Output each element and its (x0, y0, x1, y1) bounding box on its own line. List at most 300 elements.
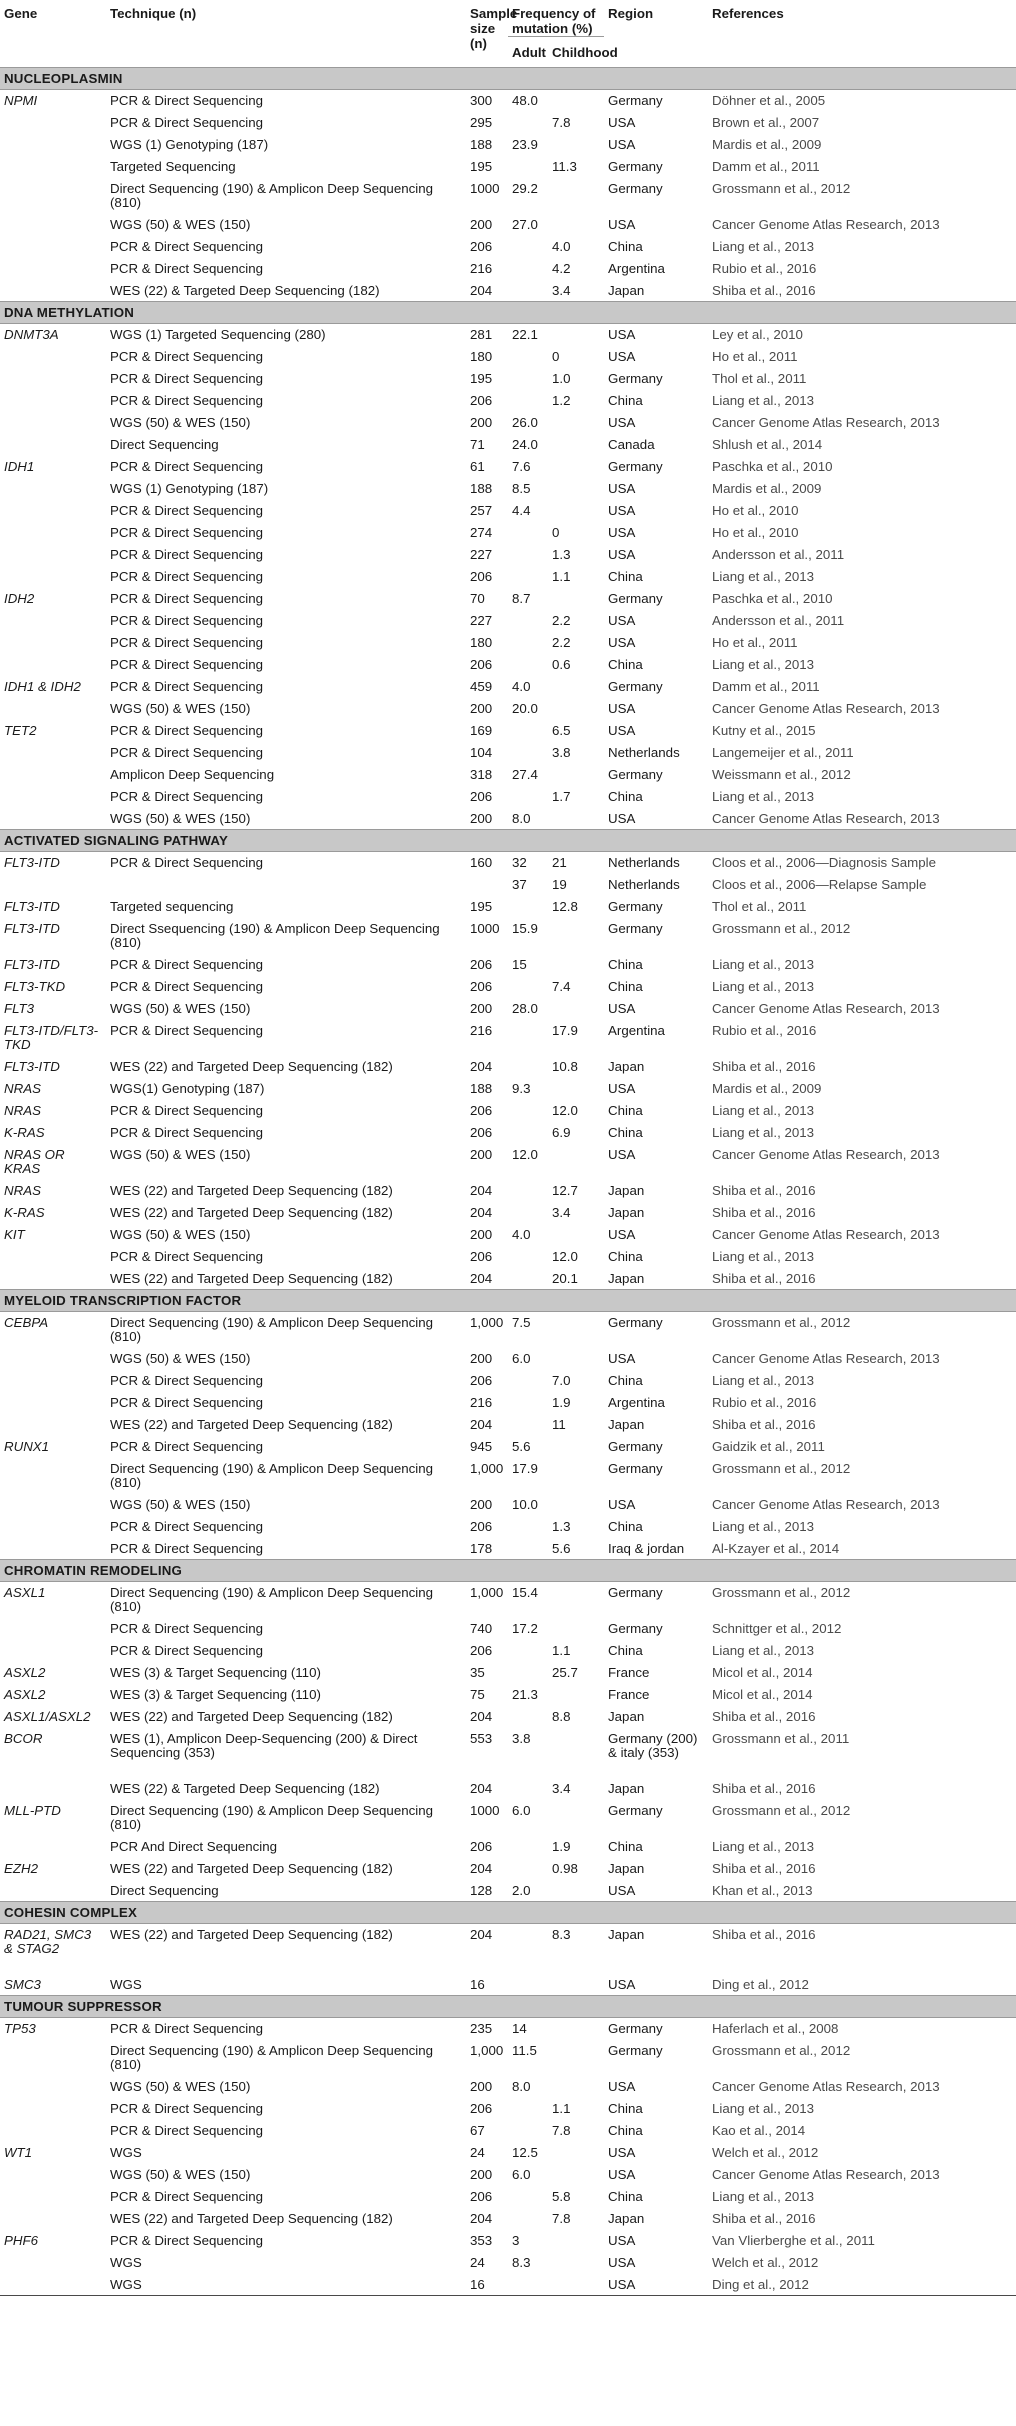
table-row (0, 976, 1016, 998)
childhood-frequency-cell: 6.5 (552, 722, 571, 738)
sample-size-cell: 281 (470, 327, 493, 342)
adult-frequency-cell: 11.5 (512, 2042, 537, 2058)
reference-cell: Micol et al., 2014 (712, 1664, 813, 1680)
technique-cell: PCR And Direct Sequencing (110, 1838, 278, 1854)
table-row (0, 998, 1016, 1020)
adult-frequency-cell (508, 742, 548, 764)
technique-cell: WGS (110, 1976, 142, 1992)
childhood-frequency-cell: 19 (552, 876, 567, 892)
region-cell: USA (608, 546, 636, 562)
childhood-frequency-cell (548, 2274, 604, 2296)
table-row (0, 1056, 1016, 1078)
gene-cell (0, 1494, 106, 1516)
region-cell: USA (608, 1080, 636, 1096)
region-cell: Japan (608, 1058, 645, 1074)
reference-cell: Cancer Genome Atlas Research, 2013 (712, 1496, 940, 1512)
sample-size-cell: 206 (470, 956, 493, 972)
adult-frequency-cell: 22.1 (512, 327, 538, 342)
region-cell: China (608, 1838, 643, 1854)
gene-cell: NRAS (4, 1080, 41, 1096)
sample-size-cell: 204 (470, 282, 493, 298)
adult-frequency-cell (508, 654, 548, 676)
sample-size-cell: 216 (470, 1022, 493, 1038)
section-title: ACTIVATED SIGNALING PATHWAY (0, 830, 1016, 852)
table-row (0, 1392, 1016, 1414)
table-row (0, 478, 1016, 500)
childhood-frequency-cell (548, 1312, 604, 1348)
childhood-frequency-cell: 11.3 (552, 158, 577, 174)
table-row (0, 214, 1016, 236)
sample-size-cell: 160 (470, 855, 493, 870)
sample-size-cell: 295 (470, 114, 493, 130)
childhood-frequency-cell: 5.8 (552, 2188, 571, 2204)
sample-size-cell: 206 (470, 392, 493, 408)
table-row (0, 1100, 1016, 1122)
reference-cell: Thol et al., 2011 (712, 370, 807, 386)
gene-cell (0, 632, 106, 654)
reference-cell: Cancer Genome Atlas Research, 2013 (712, 1350, 940, 1366)
adult-frequency-cell: 32 (512, 855, 527, 870)
technique-cell: PCR & Direct Sequencing (110, 392, 263, 408)
adult-frequency-cell (508, 2208, 548, 2230)
table-row (0, 134, 1016, 156)
region-cell: China (608, 2100, 643, 2116)
region-cell: Germany (608, 920, 663, 936)
reference-cell: Grossmann et al., 2012 (712, 180, 851, 196)
table-row (0, 1538, 1016, 1560)
header-sample-size: Sample size (n) (470, 6, 518, 51)
reference-cell: Liang et al., 2013 (712, 568, 815, 584)
region-cell: USA (608, 1882, 636, 1898)
adult-frequency-cell: 12.5 (512, 2144, 538, 2160)
table-row (0, 566, 1016, 588)
gene-cell: IDH1 (4, 458, 35, 474)
adult-frequency-cell (508, 1924, 548, 1974)
technique-cell: WGS (50) & WES (150) (110, 2166, 251, 2182)
region-cell: China (608, 956, 643, 972)
region-cell: USA (608, 634, 636, 650)
gene-cell (0, 2120, 106, 2142)
gene-cell (0, 236, 106, 258)
sample-size-cell: 24 (470, 2144, 485, 2160)
reference-cell: Haferlach et al., 2008 (712, 2021, 839, 2036)
table-row (0, 1582, 1016, 1618)
sample-size-cell: 459 (470, 678, 493, 694)
region-cell: Germany (608, 93, 663, 108)
region-cell: Germany (200) & italy (353) (608, 1730, 698, 1760)
adult-frequency-cell: 12.0 (512, 1146, 538, 1162)
reference-cell: Brown et al., 2007 (712, 114, 820, 130)
sample-size-cell: 318 (470, 766, 493, 782)
reference-cell: Cancer Genome Atlas Research, 2013 (712, 1226, 940, 1242)
childhood-frequency-cell (548, 1800, 604, 1836)
table-row (0, 676, 1016, 698)
table-row (0, 2120, 1016, 2142)
reference-cell: Mardis et al., 2009 (712, 480, 822, 496)
technique-cell: PCR & Direct Sequencing (110, 260, 263, 276)
adult-frequency-cell (508, 2098, 548, 2120)
technique-cell: WES (22) and Targeted Deep Sequencing (182) (110, 1860, 393, 1876)
table-row (0, 1312, 1016, 1348)
childhood-frequency-cell: 6.9 (552, 1124, 571, 1140)
adult-frequency-cell (508, 544, 548, 566)
childhood-frequency-cell: 10.8 (552, 1058, 578, 1074)
childhood-frequency-cell: 25.7 (552, 1664, 578, 1680)
table-row (0, 368, 1016, 390)
region-cell: Japan (608, 1270, 645, 1286)
region-cell: China (608, 2188, 643, 2204)
gene-cell (0, 2208, 106, 2230)
gene-cell: IDH2 (4, 590, 35, 606)
reference-cell: Langemeijer et al., 2011 (712, 744, 854, 760)
region-cell: Japan (608, 2210, 645, 2226)
region-cell: Germany (608, 458, 663, 474)
technique-cell: WES (22) and Targeted Deep Sequencing (182) (110, 1204, 393, 1220)
reference-cell: Shiba et al., 2016 (712, 1860, 816, 1876)
table-body (0, 68, 1016, 2296)
technique-cell: PCR & Direct Sequencing (110, 978, 263, 994)
table-row (0, 808, 1016, 830)
adult-frequency-cell (508, 1640, 548, 1662)
table-row (0, 2230, 1016, 2252)
region-cell: China (608, 1124, 643, 1140)
section-header-row (0, 1290, 1016, 1312)
sample-size-cell: 200 (470, 2166, 493, 2182)
table-row (0, 1880, 1016, 1902)
gene-cell: RAD21, SMC3 & STAG2 (4, 1927, 92, 1956)
technique-cell: WGS (110, 2254, 142, 2270)
region-cell: USA (608, 114, 636, 130)
adult-frequency-cell (508, 2186, 548, 2208)
region-cell: Germany (608, 1802, 663, 1818)
table-row (0, 1370, 1016, 1392)
childhood-frequency-cell: 4.0 (552, 238, 571, 254)
childhood-frequency-cell (548, 1144, 604, 1180)
adult-frequency-cell (508, 1414, 548, 1436)
reference-cell: Grossmann et al., 2012 (712, 920, 851, 936)
gene-cell (0, 134, 106, 156)
technique-cell: PCR & Direct Sequencing (110, 114, 263, 130)
childhood-frequency-cell: 0.6 (552, 656, 571, 672)
technique-cell: Direct Ssequencing (190) & Amplicon Deep Sequencing (810) (110, 920, 440, 950)
region-cell: Germany (608, 590, 663, 606)
technique-cell: PCR & Direct Sequencing (110, 656, 263, 672)
adult-frequency-cell (508, 2274, 548, 2296)
gene-cell (0, 390, 106, 412)
gene-cell (0, 874, 106, 896)
gene-cell (0, 1370, 106, 1392)
reference-cell: Khan et al., 2013 (712, 1882, 813, 1898)
childhood-frequency-cell (548, 478, 604, 500)
childhood-frequency-cell (548, 676, 604, 698)
section-title: COHESIN COMPLEX (0, 1902, 1016, 1924)
adult-frequency-cell (508, 1246, 548, 1268)
reference-cell: Rubio et al., 2016 (712, 1022, 817, 1038)
reference-cell: Al-Kzayer et al., 2014 (712, 1540, 840, 1556)
childhood-frequency-cell: 5.6 (552, 1540, 571, 1556)
childhood-frequency-cell (548, 90, 604, 112)
region-cell: Germany (608, 180, 663, 196)
adult-frequency-cell: 20.0 (512, 700, 538, 716)
technique-cell: WES (22) and Targeted Deep Sequencing (182) (110, 1058, 393, 1074)
region-cell: USA (608, 1146, 636, 1162)
table-row (0, 500, 1016, 522)
sample-size-cell: 945 (470, 1438, 493, 1454)
technique-cell: WES (22) and Targeted Deep Sequencing (182) (110, 1927, 393, 1942)
technique-cell: PCR & Direct Sequencing (110, 2021, 263, 2036)
sample-size-cell: 204 (470, 1058, 493, 1074)
adult-frequency-cell: 15.9 (512, 920, 538, 936)
technique-cell: PCR & Direct Sequencing (110, 855, 263, 870)
table-row (0, 522, 1016, 544)
technique-cell: Direct Sequencing (190) & Amplicon Deep Sequencing (810) (110, 1315, 434, 1344)
reference-cell: Gaidzik et al., 2011 (712, 1438, 825, 1454)
sample-size-cell: 257 (470, 502, 493, 518)
table-row (0, 1180, 1016, 1202)
reference-cell: Welch et al., 2012 (712, 2254, 819, 2270)
gene-cell (0, 214, 106, 236)
reference-cell: Ley et al., 2010 (712, 327, 803, 342)
reference-cell: Grossmann et al., 2012 (712, 1585, 851, 1600)
region-cell: Japan (608, 282, 645, 298)
technique-cell: WGS (106, 2274, 466, 2296)
gene-cell: RUNX1 (4, 1438, 50, 1454)
table-row (0, 1662, 1016, 1684)
adult-frequency-cell: 8.0 (512, 2078, 531, 2094)
table-row (0, 1728, 1016, 1778)
table-row (0, 346, 1016, 368)
reference-cell: Grossmann et al., 2012 (712, 2042, 851, 2058)
childhood-frequency-cell (548, 2230, 604, 2252)
table-row (0, 2076, 1016, 2098)
sample-size-cell: 200 (470, 1226, 493, 1242)
adult-frequency-cell (508, 1392, 548, 1414)
childhood-frequency-cell: 3.4 (552, 1780, 571, 1796)
region-cell: Netherlands (608, 855, 680, 870)
gene-cell (0, 1392, 106, 1414)
technique-cell: PCR & Direct Sequencing (110, 1372, 263, 1388)
technique-cell: PCR & Direct Sequencing (110, 1022, 263, 1038)
childhood-frequency-cell (548, 998, 604, 1020)
table-row (0, 1144, 1016, 1180)
adult-frequency-cell (508, 1662, 548, 1684)
sample-size-cell: 204 (470, 1708, 493, 1724)
sample-size-cell: 206 (470, 1124, 493, 1140)
sample-size-cell: 227 (470, 612, 493, 628)
adult-frequency-cell: 7.6 (512, 458, 531, 474)
technique-cell: PCR & Direct Sequencing (110, 722, 263, 738)
sample-size-cell: 67 (470, 2122, 485, 2138)
technique-cell: WGS (1) Targeted Sequencing (280) (110, 327, 326, 342)
region-cell: USA (608, 136, 636, 152)
region-cell: USA (608, 612, 636, 628)
gene-cell (0, 522, 106, 544)
sample-size-cell: 227 (470, 546, 493, 562)
adult-frequency-cell (508, 522, 548, 544)
technique-cell: Direct Sequencing (110, 436, 219, 452)
sample-size-cell: 1,000 (470, 2042, 504, 2058)
gene-cell (0, 2076, 106, 2098)
table-row (0, 1618, 1016, 1640)
adult-frequency-cell: 37 (512, 876, 527, 892)
table-row (0, 1268, 1016, 1290)
childhood-frequency-cell: 21 (552, 855, 567, 870)
gene-cell: EZH2 (4, 1860, 38, 1876)
technique-cell: PCR & Direct Sequencing (110, 1102, 263, 1118)
header-region: Region (608, 6, 654, 21)
sample-size-cell: 200 (470, 216, 493, 232)
reference-cell: Andersson et al., 2011 (712, 612, 845, 628)
reference-cell: Liang et al., 2013 (712, 1124, 815, 1140)
region-cell: Germany (608, 1460, 663, 1476)
childhood-frequency-cell: 2.2 (552, 612, 571, 628)
gene-cell: ASXL2 (4, 1686, 46, 1702)
gene-cell (0, 764, 106, 786)
sample-size-cell: 35 (470, 1664, 485, 1680)
sample-size-cell: 206 (470, 1372, 493, 1388)
gene-cell: SMC3 (4, 1976, 41, 1992)
technique-cell: PCR & Direct Sequencing (110, 1438, 263, 1454)
adult-frequency-cell (508, 1122, 548, 1144)
sample-size-cell: 216 (470, 1394, 493, 1410)
technique-cell: PCR & Direct Sequencing (110, 502, 263, 518)
adult-frequency-cell: 15.4 (512, 1585, 538, 1600)
adult-frequency-cell: 6.0 (512, 1350, 531, 1366)
gene-cell (0, 786, 106, 808)
sample-size-cell: 128 (470, 1882, 493, 1898)
region-cell: Germany (608, 370, 663, 386)
technique-cell: WES (22) and Targeted Deep Sequencing (182) (110, 2210, 393, 2226)
adult-frequency-cell (508, 236, 548, 258)
reference-cell: Shlush et al., 2014 (712, 436, 823, 452)
adult-frequency-cell: 8.3 (512, 2254, 531, 2270)
table-row (0, 1494, 1016, 1516)
adult-frequency-cell: 2.0 (512, 1882, 531, 1898)
reference-cell: Shiba et al., 2016 (712, 282, 816, 298)
gene-cell: KIT (4, 1226, 25, 1242)
region-cell: Germany (608, 2021, 663, 2036)
reference-cell: Liang et al., 2013 (712, 1518, 815, 1534)
childhood-frequency-cell: 0.98 (552, 1860, 578, 1876)
sample-size-cell: 206 (470, 978, 493, 994)
gene-cell: DNMT3A (4, 327, 59, 342)
technique-cell: WES (3) & Target Sequencing (110) (110, 1664, 321, 1680)
sample-size-cell: 200 (470, 1146, 493, 1162)
gene-cell (0, 156, 106, 178)
adult-frequency-cell: 24.0 (512, 436, 538, 452)
reference-cell: Ho et al., 2010 (712, 502, 799, 518)
region-cell: USA (608, 2232, 636, 2248)
childhood-frequency-cell: 1.9 (552, 1838, 571, 1854)
gene-cell (0, 1414, 106, 1436)
adult-frequency-cell: 4.4 (512, 502, 531, 518)
childhood-frequency-cell: 12.8 (552, 898, 578, 914)
technique-cell: WGS (1) Genotyping (187) (110, 136, 269, 152)
region-cell: USA (608, 1496, 636, 1512)
sample-size-cell: 353 (470, 2232, 493, 2248)
table-row (0, 786, 1016, 808)
technique-cell: WGS (50) & WES (150) (110, 216, 251, 232)
table-row (0, 1414, 1016, 1436)
sample-size-cell: 24 (470, 2254, 485, 2270)
section-header-row (0, 302, 1016, 324)
childhood-frequency-cell: 1.3 (552, 546, 571, 562)
sample-size-cell: 1000 (470, 920, 500, 936)
gene-cell (0, 1880, 106, 1902)
table-row (0, 2252, 1016, 2274)
section-header-row (0, 1902, 1016, 1924)
sample-size-cell: 206 (470, 2100, 493, 2116)
childhood-frequency-cell: 1.1 (552, 1642, 571, 1658)
childhood-frequency-cell: 2.2 (552, 634, 571, 650)
table-row (0, 258, 1016, 280)
childhood-frequency-cell (548, 1728, 604, 1778)
table-row (0, 896, 1016, 918)
gene-cell (0, 2274, 106, 2296)
childhood-frequency-cell: 12.7 (552, 1182, 578, 1198)
technique-cell: PCR & Direct Sequencing (110, 1540, 263, 1556)
adult-frequency-cell: 8.7 (512, 590, 531, 606)
childhood-frequency-cell: 12.0 (552, 1248, 578, 1264)
region-cell: Japan (608, 1204, 645, 1220)
region-cell: Japan (608, 1780, 645, 1796)
adult-frequency-cell: 6.0 (512, 1802, 531, 1818)
gene-cell: FLT3-ITD/FLT3-TKD (4, 1022, 99, 1052)
childhood-frequency-cell (548, 2142, 604, 2164)
technique-cell: PCR & Direct Sequencing (110, 568, 263, 584)
sample-size-cell: 206 (470, 656, 493, 672)
table-row (0, 1020, 1016, 1056)
adult-frequency-cell: 26.0 (512, 414, 538, 430)
technique-cell (106, 874, 466, 896)
technique-cell: PCR & Direct Sequencing (110, 348, 263, 364)
technique-cell: Direct Sequencing (110, 1882, 219, 1898)
region-cell: China (608, 656, 643, 672)
sample-size-cell: 206 (470, 788, 493, 804)
technique-cell: PCR & Direct Sequencing (110, 1642, 263, 1658)
header-childhood: Childhood (548, 37, 604, 68)
section-title: NUCLEOPLASMIN (0, 68, 1016, 90)
gene-cell (0, 112, 106, 134)
reference-cell: Schnittger et al., 2012 (712, 1620, 842, 1636)
childhood-frequency-cell: 20.1 (552, 1270, 578, 1286)
childhood-frequency-cell (548, 456, 604, 478)
adult-frequency-cell (508, 1706, 548, 1728)
childhood-frequency-cell (548, 2076, 604, 2098)
childhood-frequency-cell (548, 698, 604, 720)
region-cell: Argentina (608, 260, 665, 276)
section-header-row (0, 1996, 1016, 2018)
gene-cell: BCOR (4, 1730, 43, 1746)
reference-cell: Paschka et al., 2010 (712, 590, 833, 606)
table-row (0, 1924, 1016, 1974)
header-gene: Gene (4, 6, 38, 21)
gene-cell: FLT3 (4, 1000, 35, 1016)
adult-frequency-cell: 15 (512, 956, 527, 972)
section-title: MYELOID TRANSCRIPTION FACTOR (0, 1290, 1016, 1312)
region-cell: China (608, 1642, 643, 1658)
gene-cell (0, 544, 106, 566)
technique-cell: Direct Sequencing (190) & Amplicon Deep Sequencing (810) (110, 180, 434, 210)
adult-frequency-cell (508, 1858, 548, 1880)
childhood-frequency-cell (548, 1880, 604, 1902)
childhood-frequency-cell (548, 1684, 604, 1706)
reference-cell: Shiba et al., 2016 (712, 1780, 816, 1796)
gene-cell (0, 2164, 106, 2186)
sample-size-cell: 274 (470, 524, 493, 540)
reference-cell: Micol et al., 2014 (712, 1686, 813, 1702)
technique-cell: PCR & Direct Sequencing (110, 678, 263, 694)
